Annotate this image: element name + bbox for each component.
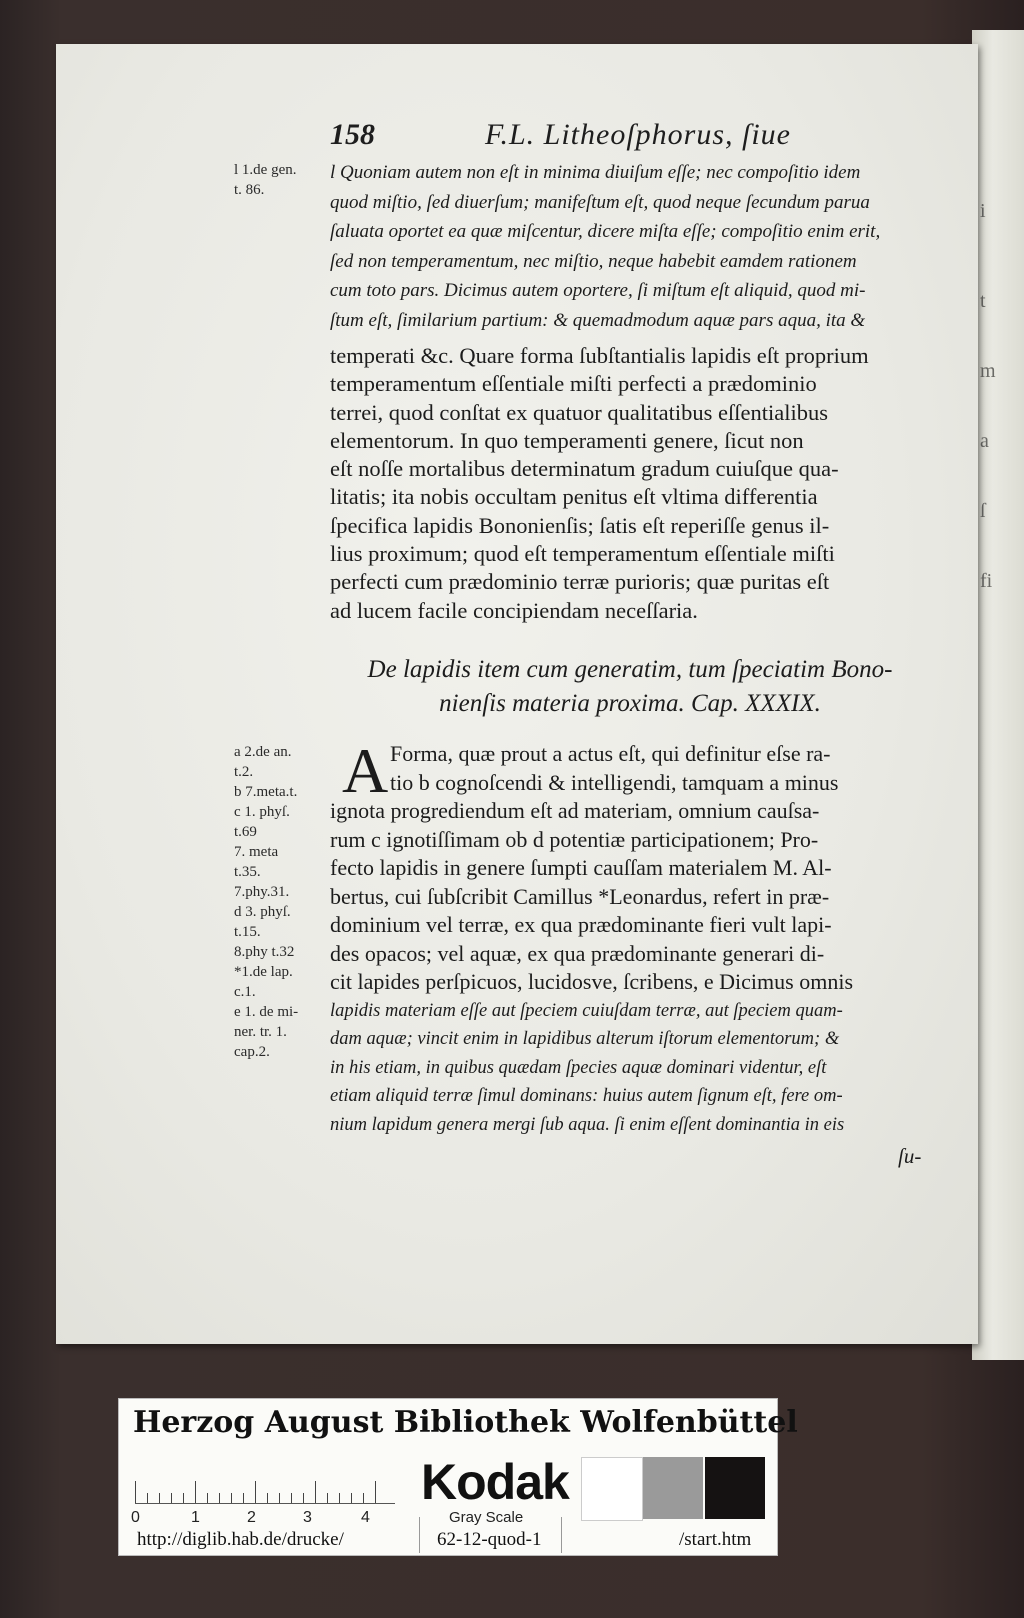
text-line: cit lapides perſpicuos, lucidosve, ſcribens, e Dicimus omnis — [330, 969, 854, 994]
kodak-logo: Kodak — [421, 1454, 569, 1510]
divider — [419, 1517, 420, 1553]
text-line: dam aquæ; vincit enim in lapidibus alterum iſtorum elementorum; & — [330, 1029, 840, 1049]
text-line: perfecti cum prædominio terræ purioris; quæ puritas eſt — [330, 569, 830, 595]
page-header — [330, 118, 950, 158]
swatch-black — [705, 1457, 765, 1519]
ruler-number: 1 — [191, 1509, 200, 1526]
text-line: ad lucem facile concipiendam neceſſaria. — [330, 597, 698, 623]
facing-page-edge: i t m a ſ fi — [972, 30, 1024, 1360]
chapter-title — [330, 653, 930, 721]
divider — [561, 1517, 562, 1553]
text-line: elementorum. In quo temperamenti genere, ſicut non — [330, 427, 804, 453]
text-line: quod miſtio, ſed diuerſum; manifeſtum eſt, quod neque ſecundum parua — [330, 191, 870, 213]
text-line: lapidis materiam eſſe aut ſpeciem cuiuſdam terræ, aut ſpeciem quam- — [330, 1000, 843, 1021]
text-line: temperamentum eſſentiale miſti perfecti a prædominio — [330, 371, 817, 397]
swatch-white — [581, 1457, 643, 1521]
text-line: litatis; ita nobis occultam penitus eſt vltima differentia — [330, 484, 818, 510]
url-start: /start.htm — [679, 1529, 752, 1550]
text-line: ſaluata oportet ea quæ miſcentur, dicere miſta eſſe; compoſitio enim erit, — [330, 221, 881, 242]
text-line: in his etiam, in quibus quædam ſpecies aquæ dominari videntur, eſt — [330, 1057, 827, 1078]
library-name: Herzog August Bibliothek Wolfenbüttel — [133, 1405, 798, 1440]
drop-capital: A — [342, 735, 389, 806]
body-paragraph-2 — [330, 735, 955, 1139]
text-line: etiam aliquid terræ ſimul dominans: huius autem ſignum eſt, fere om- — [330, 1086, 843, 1106]
ruler-number: 3 — [303, 1509, 312, 1526]
chapter-title-line: De lapidis item cum generatim, tum ſpeciatim Bono- — [367, 656, 893, 683]
body-paragraph-1 — [330, 342, 955, 625]
text-line: eſt noſſe mortalibus determinatum gradum cuiuſque qua- — [330, 456, 839, 482]
text-line: temperati &c. Quare forma ſubſtantialis lapidis eſt proprium — [330, 343, 869, 368]
text-line: nium lapidum genera mergi ſub aqua. ſi enim eſſent dominantia in eis — [330, 1114, 845, 1135]
text-line: lius proximum; quod eſt temperamentum eſſentiale miſti — [330, 541, 835, 567]
italic-quotation — [330, 158, 955, 335]
ruler-number: 2 — [247, 1509, 256, 1526]
margin-note-1: l 1.de gen. t. 86. — [234, 162, 297, 198]
text-line: ſtum eſt, ſimilarium partium: & quemadmodum aquæ pars aqua, ita & — [330, 309, 866, 331]
ruler-number: 0 — [131, 1509, 140, 1526]
text-line: ſpecifica lapidis Bononienſis; ſatis eſt reperiſſe genus il- — [330, 512, 830, 538]
chapter-title-line: nienſis materia proxima. Cap. XXXIX. — [439, 690, 821, 717]
swatch-gray — [643, 1457, 703, 1519]
ruler — [135, 1473, 395, 1504]
text-line: rum c ignotiſſimam ob d potentiæ participationem; Pro- — [330, 826, 819, 852]
url-base: http://diglib.hab.de/drucke/ — [137, 1529, 344, 1550]
gray-scale-label: Gray Scale — [449, 1509, 524, 1526]
text-line: dominium vel terræ, ex qua prædominante fieri vult lapi- — [330, 912, 832, 937]
text-line: cum toto pars. Dicimus autem oportere, ſi miſtum eſt aliquid, quod mi- — [330, 280, 866, 301]
text-line: fecto lapidis in genere ſumpti cauſſam materialem M. Al- — [330, 855, 832, 880]
ruler-number: 4 — [361, 1509, 370, 1526]
margin-note-2: a 2.de an. t.2. b 7.meta.t. c 1. phyſ. t.69 7. meta t.35. 7.phy.31. d 3. phyſ. t.15. 8.phy t.32 *1.de lap. c.1. e 1. de mi- ner. tr. 1. cap.2. — [234, 744, 299, 1060]
page-number: 158 — [330, 118, 375, 151]
catchword: ſu- — [898, 1144, 922, 1168]
text-line: des opacos; vel aquæ, ex qua prædominante generari di- — [330, 940, 825, 966]
running-head: F.L. Litheoſphorus, ſiue — [485, 118, 791, 151]
text-line: Forma, quæ prout a actus eſt, qui definitur eſse ra- — [390, 741, 831, 766]
text-line: l Quoniam autem non eſt in minima diuiſum eſſe; nec compoſitio idem — [330, 162, 861, 183]
text-line: ignota progrediendum eſt ad materiam, omnium cauſsa- — [330, 798, 820, 823]
text-line: tio b cognoſcendi & intelligendi, tamquam a minus — [390, 769, 839, 795]
text-line: ſed non temperamentum, nec miſtio, neque habebit eamdem rationem — [330, 250, 857, 272]
text-line: bertus, cui ſubſcribit Camillus *Leonardus, refert in præ- — [330, 883, 830, 909]
url-shelfmark: 62-12-quod-1 — [437, 1529, 542, 1550]
color-target-card — [118, 1398, 798, 1556]
text-line: terrei, quod conſtat ex quatuor qualitatibus eſſentialibus — [330, 399, 828, 425]
